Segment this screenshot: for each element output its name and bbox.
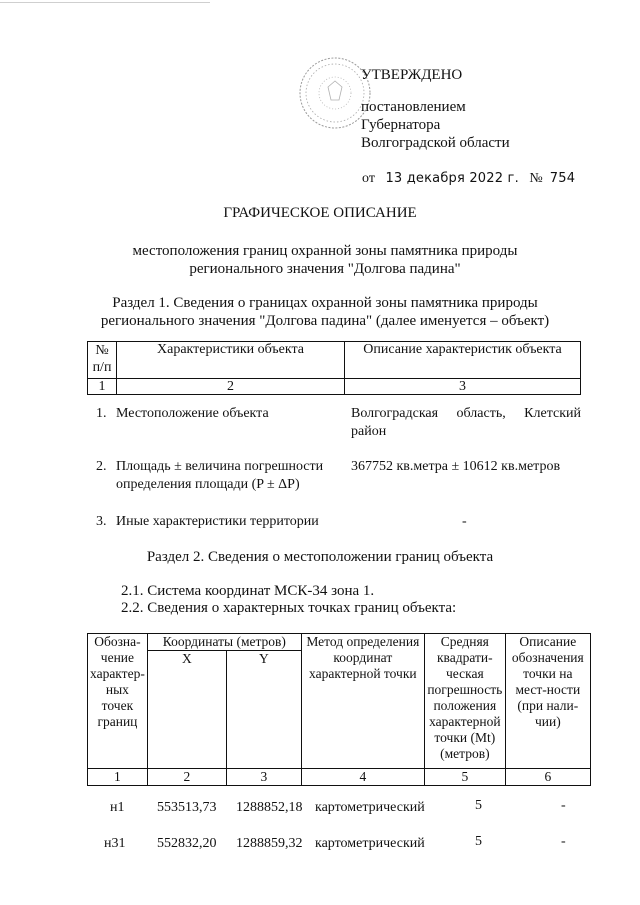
subtitle-line-2: регионального значения "Долгова падина": [189, 261, 461, 277]
row-3-label: Иные характеристики территории: [116, 514, 319, 529]
date-value: 13 декабря 2022 г.: [385, 171, 519, 186]
header-method: Метод определения координат характерной точки: [301, 634, 424, 769]
top-rule: [0, 2, 210, 3]
approval-line-3: Волгоградской области: [361, 135, 510, 151]
point-1-description: -: [561, 798, 566, 813]
header-x: X: [147, 651, 226, 769]
row-1-label: Местоположение объекта: [116, 406, 269, 421]
section-1-line-2: регионального значения "Долгова падина" (далее именуется – объект): [100, 313, 550, 329]
point-2-id: н31: [104, 836, 126, 851]
approval-date: [362, 171, 575, 187]
date-prefix: от: [362, 171, 375, 186]
approval-line-2: Губернатора: [361, 117, 441, 133]
document-title: ГРАФИЧЕСКОЕ ОПИСАНИЕ: [223, 205, 417, 221]
t2-column-number-4: 4: [301, 769, 424, 786]
column-number-3: 3: [345, 379, 581, 395]
column-number-2: 2: [117, 379, 345, 395]
t2-column-number-1: 1: [88, 769, 148, 786]
t2-column-number-6: 6: [505, 769, 590, 786]
section-2-heading: Раздел 2. Сведения о местоположении границ объекта: [146, 549, 494, 565]
point-2-description: -: [561, 834, 566, 849]
boundary-points-table: [87, 633, 591, 786]
header-y: Y: [226, 651, 301, 769]
header-number: № п/п: [88, 342, 117, 379]
header-characteristics: Характеристики объекта: [117, 342, 345, 379]
column-number-1: 1: [88, 379, 117, 395]
point-1-x: 553513,73: [157, 800, 217, 815]
point-2-y: 1288859,32: [236, 836, 303, 851]
object-characteristics-table: [87, 341, 581, 395]
row-3-value: -: [462, 514, 467, 529]
points-info-line: 2.2. Сведения о характерных точках границ объекта:: [121, 600, 457, 616]
header-designation: Обозна-чение характер-ных точек границ: [88, 634, 148, 769]
point-1-id: н1: [110, 800, 125, 815]
section-1-line-1: Раздел 1. Сведения о границах охранной зоны памятника природы: [112, 295, 538, 311]
header-point-description: Описание обозначения точки на мест-ности (при нали-чии): [505, 634, 590, 769]
header-coordinates: Координаты (метров): [147, 634, 301, 651]
row-1-value: Волгоградская область, Клетский район: [351, 406, 581, 439]
document-subtitle: [90, 242, 560, 278]
approved-label: УТВЕРЖДЕНО: [361, 67, 463, 83]
coordinate-system-line: 2.1. Система координат МСК-34 зона 1.: [121, 583, 375, 599]
approval-line-1: постановлением: [361, 99, 466, 115]
point-1-error: 5: [475, 798, 482, 813]
number-sign: №: [529, 171, 543, 186]
row-2-number: 2.: [96, 459, 107, 474]
row-1-number: 1.: [96, 406, 107, 421]
subtitle-line-1: местоположения границ охранной зоны памятника природы: [132, 243, 518, 259]
approval-block: [361, 66, 510, 152]
row-2-value: 367752 кв.метра ± 10612 кв.метров: [351, 459, 561, 474]
row-3-number: 3.: [96, 514, 107, 529]
number-value: 754: [549, 171, 576, 186]
row-2-label: Площадь ± величина погрешности определения площади (P ± ΔP): [116, 459, 324, 492]
section-1-heading: [80, 294, 570, 330]
point-2-method: картометрический: [315, 836, 425, 851]
point-1-method: картометрический: [315, 800, 425, 815]
header-error: Средняя квадрати-ческая погрешность положения характерной точки (Mt) (метров): [424, 634, 505, 769]
t2-column-number-3: 3: [226, 769, 301, 786]
t2-column-number-5: 5: [424, 769, 505, 786]
point-1-y: 1288852,18: [236, 800, 303, 815]
point-2-x: 552832,20: [157, 836, 217, 851]
t2-column-number-2: 2: [147, 769, 226, 786]
header-description: Описание характеристик объекта: [345, 342, 581, 379]
point-2-error: 5: [475, 834, 482, 849]
